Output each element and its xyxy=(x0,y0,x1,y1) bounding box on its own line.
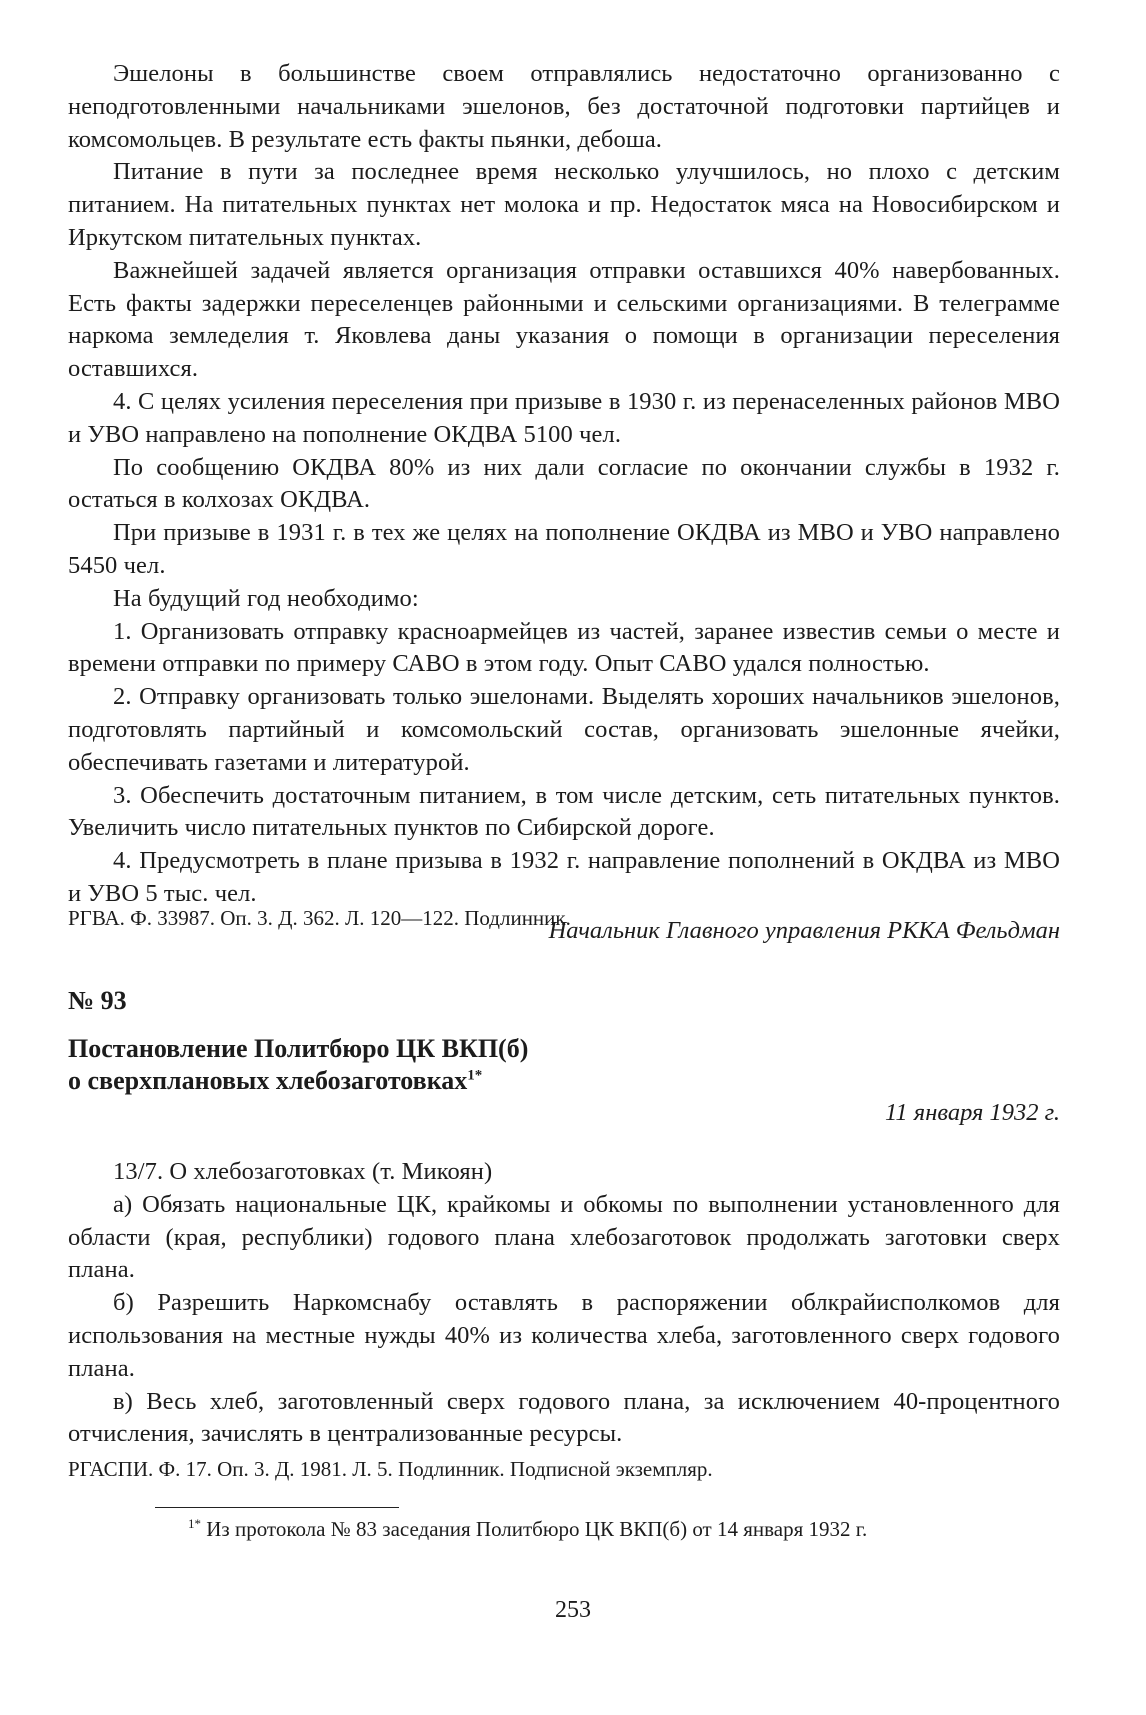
paragraph: При призыве в 1931 г. в тех же целях на пополнение ОКДВА из МВО и УВО направлено 5450 чел. xyxy=(68,519,1060,579)
footnote xyxy=(188,1515,1068,1543)
document-title-line1: Постановление Политбюро ЦК ВКП(б) xyxy=(68,1034,529,1063)
document-93-archive-block xyxy=(68,1455,1060,1483)
paragraph: а) Обязать национальные ЦК, крайкомы и обкомы по выполнении установленного для области (края, республики) годового плана хлебозаготовок продолжать заготовки сверх плана. xyxy=(68,1190,1060,1284)
paragraph: 13/7. О хлебозаготовках (т. Микоян) xyxy=(113,1158,493,1185)
document-title-line2 xyxy=(68,1065,1060,1097)
archive-reference-block xyxy=(68,904,1060,932)
paragraph: 3. Обеспечить достаточным питанием, в том числе детским, сеть питательных пунктов. Увеличить число питательных пунктов по Сибирской дороге. xyxy=(68,781,1060,842)
report-continuation xyxy=(68,58,1060,947)
paragraph: Питание в пути за последнее время несколько улучшилось, но плохо с детским питанием. На питательных пунктах нет молока и пр. Недостаток мяса на Новосибирском и Иркутском питательных пунктах. xyxy=(68,158,1060,251)
paragraph: 4. С целях усиления переселения при призыве в 1930 г. из перенаселенных районов МВО и УВО направлено на пополнение ОКДВА 5100 чел. xyxy=(68,387,1060,448)
paragraph: 2. Отправку организовать только эшелонами. Выделять хороших начальников эшелонов, подготовлять партийный и комсомольский состав, организовать эшелонные ячейки, обеспечивать газетами и литературой. xyxy=(68,683,1060,776)
paragraph: На будущий год необходимо: xyxy=(113,584,419,612)
document-number: № 93 xyxy=(68,986,127,1015)
footnote-text: Из протокола № 83 заседания Политбюро ЦК ВКП(б) от 14 января 1932 г. xyxy=(201,1517,868,1541)
paragraph: 1. Организовать отправку красноармейцев из частей, заранее известив семьи о месте и времени отправки по примеру САВО в этом году. Опыт САВО удался полностью. xyxy=(68,617,1060,678)
paragraph: Эшелоны в большинстве своем отправлялись недостаточно организованно с неподготовленными начальниками эшелонов, без достаточной подготовки партийцев и комсомольцев. В результате есть факты пьянки, дебоша. xyxy=(68,60,1060,153)
document-title-text: о сверхплановых хлебозаготовках xyxy=(68,1066,468,1095)
document-93-header xyxy=(68,985,1060,1129)
paragraph: 4. Предусмотреть в плане призыва в 1932 г. направление пополнений в ОКДВА из МВО и УВО 5 тыс. чел. xyxy=(68,847,1060,907)
paragraph: в) Весь хлеб, заготовленный сверх годового плана, за исключением 40-процентного отчисления, зачислять в централизованные ресурсы. xyxy=(68,1387,1060,1448)
paragraph: По сообщению ОКДВА 80% из них дали согласие по окончании службы в 1932 г. остаться в колхозах ОКДВА. xyxy=(68,453,1060,514)
footnote-ref: 1* xyxy=(467,1067,483,1084)
archive-reference: РГВА. Ф. 33987. Оп. 3. Д. 362. Л. 120—122. Подлинник. xyxy=(68,906,571,930)
archive-reference: РГАСПИ. Ф. 17. Оп. 3. Д. 1981. Л. 5. Подлинник. Подписной экземпляр. xyxy=(68,1457,713,1481)
document-93-body xyxy=(68,1156,1060,1451)
document-date: 11 января 1932 г. xyxy=(885,1099,1060,1126)
page-number: 253 xyxy=(555,1597,591,1623)
signature: Начальник Главного управления РККА Фельдман xyxy=(548,916,1060,944)
footnote-divider xyxy=(155,1507,399,1508)
paragraph: Важнейшей задачей является организация отправки оставшихся 40% навербованных. Есть факты задержки переселенцев районными и сельскими организациями. В телеграмме наркома земледелия т. Яковлева даны указания о помощи в организации переселения оставшихся. xyxy=(68,256,1060,383)
paragraph: б) Разрешить Наркомснабу оставлять в распоряжении облкрайисполкомов для использования на местные нужды 40% из количества хлеба, заготовленного сверх годового плана. xyxy=(68,1289,1060,1382)
footnote-mark: 1* xyxy=(188,1516,201,1531)
